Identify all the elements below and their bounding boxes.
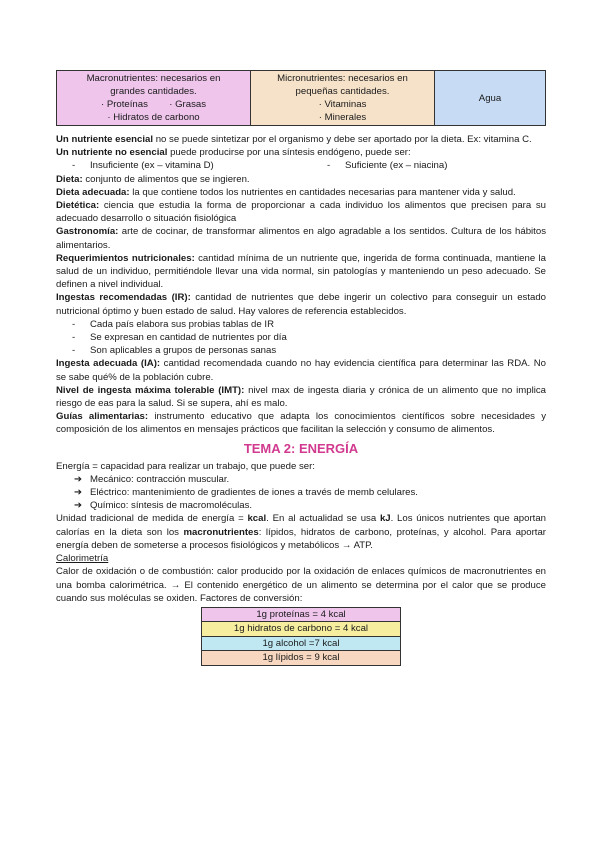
term: Dieta adecuada: (56, 186, 130, 198)
macro-line-1: Macronutrientes: necesarios en (86, 73, 221, 84)
definition: arte de cocinar, de transformar alimentos en algo agradable a los sentidos. Cultura de los hábitos alimentarios. (56, 226, 546, 251)
term: Dieta: (56, 173, 83, 185)
paragraph-dietetica (56, 199, 546, 225)
micro-item-vitaminas: · Vitaminas (318, 99, 367, 110)
list-item: - Insuficiente (ex – vitamina D) (56, 159, 311, 172)
macronutrients-cell (57, 71, 251, 126)
paragraph-nutriente-esencial (56, 133, 546, 146)
text-run: Unidad tradicional de medida de energía = (56, 513, 248, 525)
conversion-row-hidratos: 1g hidratos de carbono = 4 kcal (202, 622, 401, 637)
list-item: - Se expresan en cantidad de nutrientes por día (56, 331, 546, 344)
term: Guías alimentarias: (56, 411, 149, 423)
no-esencial-list (56, 159, 546, 172)
micro-item-minerales: · Minerales (318, 112, 367, 123)
nutrient-classification-table (56, 70, 546, 126)
list-item: - Suficiente (ex – niacina) (311, 159, 447, 172)
micro-line-1: Micronutrientes: necesarios en (277, 73, 408, 84)
paragraph-requerimientos (56, 252, 546, 292)
agua-cell: Agua (435, 71, 546, 126)
macro-item-grasas: · Grasas (169, 99, 207, 110)
arrow-right-icon: ➔ (74, 487, 83, 499)
paragraph-gastronomia (56, 225, 546, 251)
micro-line-2: pequeñas cantidades. (295, 86, 390, 97)
term: Ingestas recomendadas (IR): (56, 292, 191, 304)
paragraph-ingestas-recomendadas (56, 291, 546, 317)
term: Un nutriente esencial (56, 134, 154, 145)
document-page (56, 70, 546, 666)
definition: cantidad recomendada cuando no hay evidencia científica para determinar las RDA. No se sabe qué% de la población cubre. (56, 358, 546, 383)
definition: cantidad mínima de un nutriente que, ingerida de forma continuada, mantiene la salud de un individuo, permitiéndole llevar una vida normal, sin patologías y manteniendo un peso adecuado. Se definen a nivel individual. (56, 252, 546, 291)
term: Gastronomía: (56, 226, 119, 238)
term: Nivel de ingesta máxima tolerable (IMT): (56, 384, 245, 396)
paragraph-guias (56, 410, 546, 436)
macro-line-2: grandes cantidades. (110, 86, 197, 97)
text-run: . Los únicos nutrientes que aportan calorías en la dieta son los (56, 513, 546, 538)
term: Dietética: (56, 200, 100, 212)
term-macronutrientes: macronutrientes (183, 526, 259, 538)
list-item (56, 499, 546, 512)
arrow-right-icon: ➔ (74, 500, 83, 512)
ingestas-list (56, 318, 546, 358)
paragraph-ingesta-adecuada (56, 357, 546, 383)
term-kcal: kcal (247, 513, 267, 525)
definition: nivel max de ingesta diaria y crónica de un alimento que no implica riesgo de eas para la salud. Si se supera, ahí es malo. (56, 384, 546, 410)
term: Un nutriente no esencial (56, 147, 168, 159)
macro-item-proteinas: · Proteínas (100, 99, 148, 110)
paragraph-energia-intro: Energía = capacidad para realizar un trabajo, que puede ser: (56, 460, 315, 472)
paragraph-nivel-ingesta (56, 384, 546, 410)
definition: puede producirse por una síntesis endógeno, puede ser: (167, 147, 411, 159)
text-run: . En al actualidad se usa (266, 513, 380, 525)
definition: cantidad de nutrientes que debe ingerir un colectivo para conseguir un estado nutricional óptimo y buen estado de salud. Hay valores de referencia establecidos. (56, 292, 546, 317)
list-item (56, 473, 546, 486)
definition: no se puede sintetizar por el organismo y debe ser aportado por la dieta. Ex: vitamina C. (153, 134, 532, 145)
list-item-text: Eléctrico: mantenimiento de gradientes de iones a través de memb celulares. (90, 487, 418, 499)
macro-item-hidratos: · Hidratos de carbono (107, 112, 200, 123)
term-kj: kJ (379, 513, 391, 525)
macro-line-3 (61, 98, 246, 111)
arrow-right-icon: ➔ (74, 473, 83, 485)
definition: la que contiene todos los nutrientes en cantidades necesarias para mantener vida y salud. (129, 186, 516, 198)
conversion-factors-table (201, 607, 401, 666)
paragraph-unidad-energia (56, 512, 546, 552)
list-item-text: Mecánico: contracción muscular. (90, 473, 230, 485)
paragraph-dieta (56, 173, 546, 186)
paragraph-nutriente-no-esencial (56, 146, 546, 159)
section-title: TEMA 2: ENERGÍA (243, 440, 359, 456)
body-text (56, 133, 546, 666)
conversion-row-lipidos: 1g lípidos = 9 kcal (202, 651, 401, 666)
subheading-calorimetria: Calorimetría (56, 553, 109, 565)
conversion-row-alcohol: 1g alcohol =7 kcal (202, 636, 401, 651)
energia-list (56, 473, 546, 513)
list-item (56, 486, 546, 499)
definition: instrumento educativo que adapta los conocimientos científicos sobre necesidades y composición de los alimentos en mensajes prácticos que facilitan la selección y consumo de alimentos. (56, 411, 546, 436)
list-item: - Cada país elabora sus probias tablas de IR (56, 318, 546, 331)
term: Ingesta adecuada (IA): (56, 358, 161, 370)
term: Requerimientos nutricionales: (56, 252, 195, 264)
definition: conjunto de alimentos que se ingieren. (82, 173, 250, 185)
list-item-text: Químico: síntesis de macromoléculas. (90, 500, 253, 512)
conversion-row-proteinas: 1g proteínas = 4 kcal (202, 607, 401, 622)
definition: ciencia que estudia la forma de proporcionar a cada individuo los alimentos que precisen para su adecuado desarrollo o situación fisiológica (56, 200, 546, 225)
paragraph-dieta-adecuada (56, 186, 546, 199)
micronutrients-cell (251, 71, 435, 126)
text-run: : lípidos, hidratos de carbono, proteínas, y alcohol. Para aportar energía deben de someterse a procesos fisiológicos y metabólicos → ATP. (56, 526, 546, 551)
paragraph-calorimetria: Calor de oxidación o de combustión: calor producido por la oxidación de enlaces químicos de macronutrientes en una bomba calorimétrica. → El contenido energético de un alimento se determina por el calor que se produce cuando sus moléculas se oxiden. Factores de conversión: (56, 566, 546, 604)
list-item: - Son aplicables a grupos de personas sanas (56, 344, 546, 357)
